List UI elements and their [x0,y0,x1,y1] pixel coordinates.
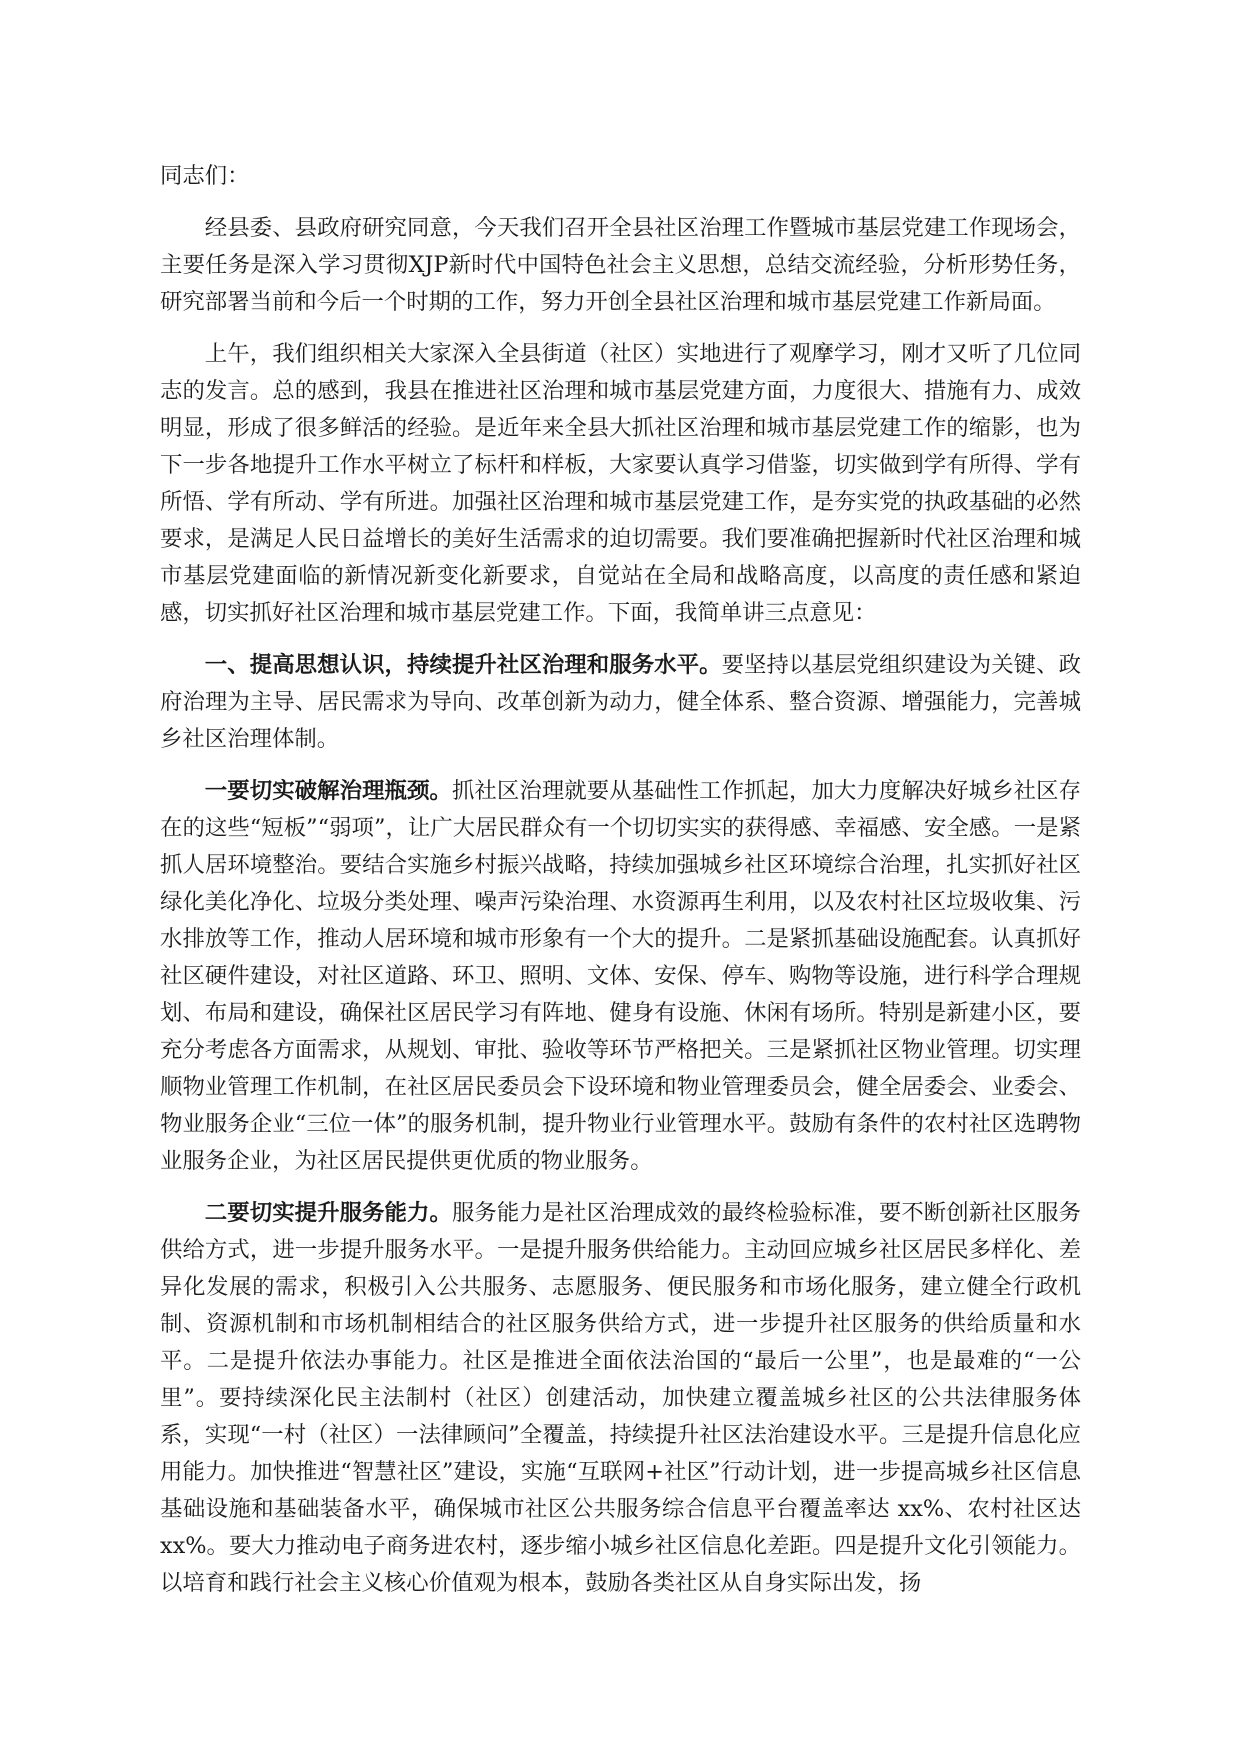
paragraph-text: 服务能力是社区治理成效的最终检验标准，要不断创新社区服务供给方式，进一步提升服务水平。一是提升服务供给能力。主动回应城乡社区居民多样化、差异化发展的需求，积极引入公共服务、志愿服务、便民服务和市场化服务，建立健全行政机制、资源机制和市场机制相结合的社区服务供给方式，进一步提升社区服务的供给质量和水平。二是提升依法办事能力。社区是推进全面依法治国的“最后一公里”，也是最难的“一公里”。要持续深化民主法制村（社区）创建活动，加快建立覆盖城乡社区的公共法律服务体系，实现“一村（社区）一法律顾问”全覆盖，持续提升社区法治建设水平。三是提升信息化应用能力。加快推进“智慧社区”建设，实施“互联网+社区”行动计划，进一步提高城乡社区信息基础设施和基础装备水平，确保城市社区公共服务综合信息平台覆盖率达 xx%、农村社区达 xx%。要大力推动电子商务进农村，逐步缩小城乡社区信息化差距。四是提升文化引领能力。以培育和践行社会主义核心价值观为根本，鼓励各类社区从自身实际出发，扬 [160,1200,1081,1596]
paragraph-text: 经县委、县政府研究同意，今天我们召开全县社区治理工作暨城市基层党建工作现场会，主要任务是深入学习贯彻XJP新时代中国特色社会主义思想，总结交流经验，分析形势任务，研究部署当前和今后一个时期的工作，努力开创全县社区治理和城市基层党建工作新局面。 [160,215,1081,315]
paragraph-service-capacity [160,1195,1081,1602]
paragraph-governance-bottleneck [160,773,1081,1180]
paragraph-section-one [160,647,1081,758]
paragraph-opening [160,210,1081,321]
document-body [160,158,1081,1617]
section-heading: 一、提高思想认识，持续提升社区治理和服务水平。 [204,652,722,678]
paragraph-text: 抓社区治理就要从基础性工作抓起，加大力度解决好城乡社区存在的这些“短板”“弱项”，让广大居民群众有一个切切实实的获得感、幸福感、安全感。一是紧抓人居环境整治。要结合实施乡村振兴战略，持续加强城乡社区环境综合治理，扎实抓好社区绿化美化净化、垃圾分类处理、噪声污染治理、水资源再生利用，以及农村社区垃圾收集、污水排放等工作，推动人居环境和城市形象有一个大的提升。二是紧抓基础设施配套。认真抓好社区硬件建设，对社区道路、环卫、照明、文体、安保、停车、购物等设施，进行科学合理规划、布局和建设，确保社区居民学习有阵地、健身有设施、休闲有场所。特别是新建小区，要充分考虑各方面需求，从规划、审批、验收等环节严格把关。三是紧抓社区物业管理。切实理顺物业管理工作机制，在社区居民委员会下设环境和物业管理委员会，健全居委会、业委会、物业服务企业“三位一体”的服务机制，提升物业行业管理水平。鼓励有条件的农村社区选聘物业服务企业，为社区居民提供更优质的物业服务。 [160,778,1081,1174]
paragraph-overview [160,336,1081,632]
subsection-heading: 二要切实提升服务能力。 [204,1200,452,1226]
paragraph-text: 要坚持以基层党组织建设为关键、政府治理为主导、居民需求为导向、改革创新为动力，健全体系、整合资源、增强能力，完善城乡社区治理体制。 [160,652,1081,752]
salutation: 同志们： [160,163,250,189]
subsection-heading: 一要切实破解治理瓶颈。 [204,778,452,804]
paragraph-text: 上午，我们组织相关大家深入全县街道（社区）实地进行了观摩学习，刚才又听了几位同志的发言。总的感到，我县在推进社区治理和城市基层党建方面，力度很大、措施有力、成效明显，形成了很多鲜活的经验。是近年来全县大抓社区治理和城市基层党建工作的缩影，也为下一步各地提升工作水平树立了标杆和样板，大家要认真学习借鉴，切实做到学有所得、学有所悟、学有所动、学有所进。加强社区治理和城市基层党建工作，是夯实党的执政基础的必然要求，是满足人民日益增长的美好生活需求的迫切需要。我们要准确把握新时代社区治理和城市基层党建面临的新情况新变化新要求，自觉站在全局和战略高度，以高度的责任感和紧迫感，切实抓好社区治理和城市基层党建工作。下面，我简单讲三点意见： [160,341,1081,626]
